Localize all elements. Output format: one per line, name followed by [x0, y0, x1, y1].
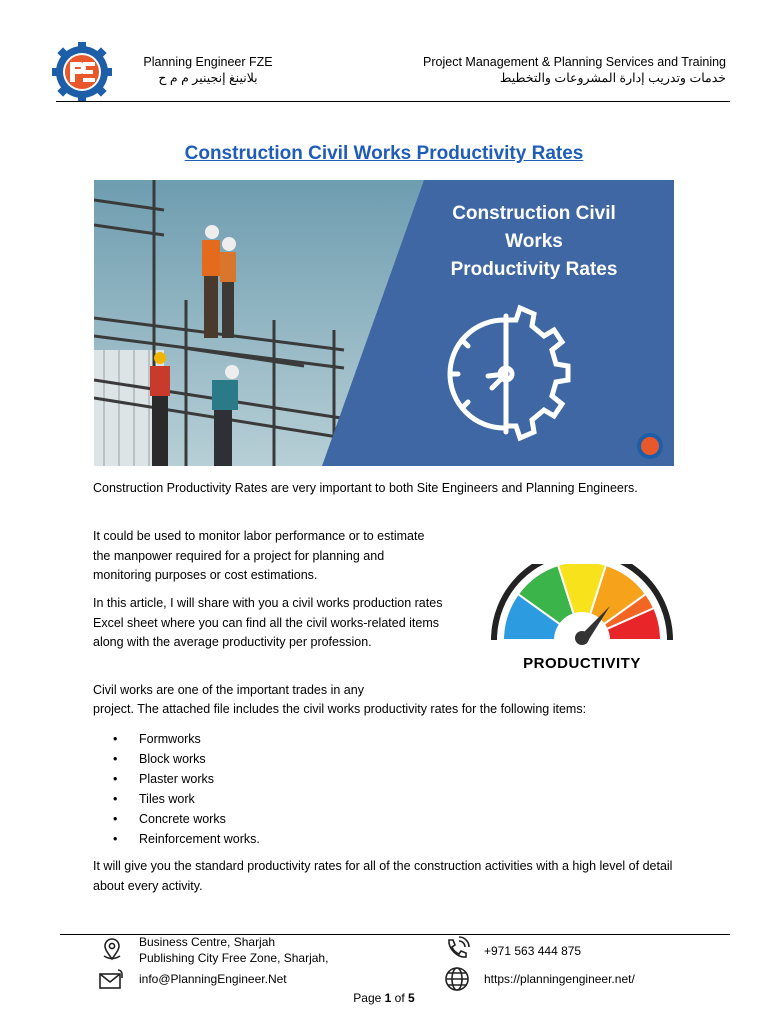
paragraph-trades-line2: project. The attached file includes the civil works productivity rates for the following items: — [93, 702, 587, 716]
company-name-ar: بلانينغ إنجينير م م ح — [158, 71, 258, 85]
footer-email[interactable]: info@PlanningEngineer.Net — [139, 972, 287, 986]
paragraph-usage: It could be used to monitor labor performance or to estimate the manpower required for a project for planning and monitoring purposes or cost estimations. — [93, 529, 425, 582]
paragraph-summary: It will give you the standard productivity rates for all of the construction activities with a high level of detail about every activity. — [93, 859, 673, 893]
items-list — [113, 729, 260, 849]
hero-banner — [94, 180, 674, 466]
list-item: • Block works — [113, 749, 260, 769]
hero-title-line3: Productivity Rates — [450, 259, 618, 280]
header-company — [138, 54, 278, 86]
gauge-label: PRODUCTIVITY — [523, 655, 641, 672]
page-number — [0, 991, 768, 1005]
footer-address — [139, 934, 328, 966]
list-item: • Concrete works — [113, 809, 260, 829]
location-pin-icon — [99, 936, 125, 967]
list-item: • Plaster works — [113, 769, 260, 789]
list-item: • Formworks — [113, 729, 260, 749]
footer-phone[interactable]: +971 563 444 875 — [484, 944, 582, 958]
tagline-ar: خدمات وتدريب إدارة المشروعات والتخطيط — [499, 71, 726, 85]
tagline-en: Project Management & Planning Services and Training — [423, 55, 726, 69]
hero-title-line2: Works — [505, 231, 563, 252]
page-total: 5 — [408, 991, 415, 1005]
page-mid: of — [391, 991, 409, 1005]
footer-website[interactable]: https://planningengineer.net/ — [484, 972, 635, 986]
paragraph-trades-line1: Civil works are one of the important trades in any — [93, 683, 364, 697]
header-divider — [56, 101, 730, 102]
page-prefix: Page — [353, 991, 385, 1005]
list-item: • Reinforcement works. — [113, 829, 260, 849]
list-item: • Tiles work — [113, 789, 260, 809]
hero-title — [394, 200, 674, 284]
company-logo — [52, 42, 112, 102]
address-line1: Business Centre, Sharjah — [139, 935, 276, 949]
header-tagline — [423, 54, 726, 86]
phone-icon — [444, 936, 470, 967]
address-line2: Publishing City Free Zone, Sharjah, — [139, 951, 329, 965]
paragraph-article: In this article, I will share with you a civil works production rates Excel sheet where you can find all the civil works-related items along with the average productivity per profession. — [93, 596, 443, 649]
hero-title-line1: Construction Civil — [452, 203, 616, 224]
paragraph-intro: Construction Productivity Rates are very important to both Site Engineers and Planning Engineers. — [93, 481, 638, 495]
page-current: 1 — [384, 991, 392, 1005]
page-title[interactable]: Construction Civil Works Productivity Rates — [184, 143, 584, 164]
company-name-en: Planning Engineer FZE — [143, 55, 273, 69]
